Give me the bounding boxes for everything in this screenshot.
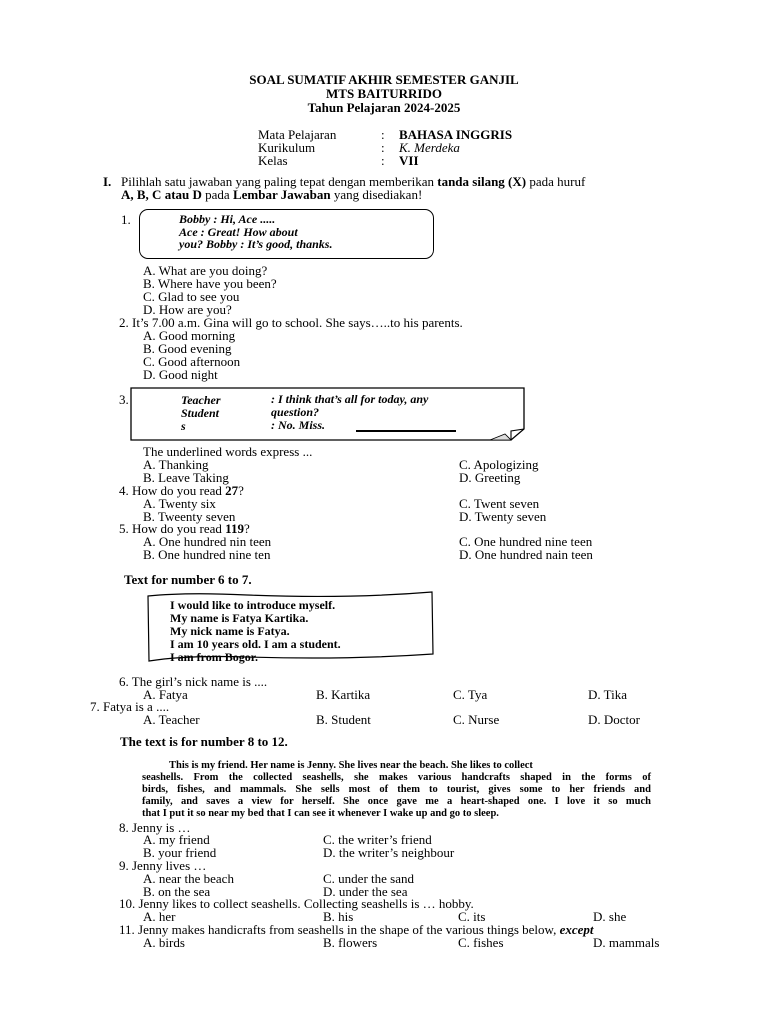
- option: C. Twent seven: [459, 496, 540, 511]
- option: B. flowers: [323, 935, 378, 950]
- option: D. Good night: [143, 367, 218, 382]
- option: B. One hundred nine ten: [143, 547, 271, 562]
- speaker-label: Student: [181, 406, 220, 420]
- option: D. Tika: [588, 687, 628, 702]
- option: C. under the sand: [323, 871, 414, 886]
- question-3-stem: The underlined words express ...: [143, 444, 313, 459]
- option: A. near the beach: [143, 871, 234, 886]
- option: D. Greeting: [459, 470, 521, 485]
- dialogue-line: : No. Miss.: [271, 418, 326, 432]
- question-4-stem: 4. How do you read 27?: [119, 483, 244, 498]
- option: C. Tya: [453, 687, 488, 702]
- reading-paragraph-line: seashells. From the collected seashells, she makes various handcrafts shaped in the forms of: [142, 772, 651, 783]
- dialogue-line: Ace : Great! How about: [179, 225, 298, 239]
- option: C. the writer’s friend: [323, 832, 432, 847]
- question-7-stem: 7. Fatya is a ....: [90, 699, 170, 714]
- section-number: I.: [103, 174, 112, 189]
- option: B. Leave Taking: [143, 470, 229, 485]
- dialogue-line: Bobby : Hi, Ace .....: [179, 212, 276, 226]
- reading-line: I would like to introduce myself.: [170, 598, 336, 612]
- speaker-label: s: [181, 419, 186, 433]
- option: A. What are you doing?: [143, 263, 268, 278]
- speaker-label: Teacher: [181, 393, 221, 407]
- reading-heading: Text for number 6 to 7.: [124, 572, 252, 587]
- reading-heading: The text is for number 8 to 12.: [120, 734, 288, 749]
- option: B. on the sea: [143, 884, 211, 899]
- option: A. birds: [143, 935, 185, 950]
- question-2-stem: 2. It’s 7.00 a.m. Gina will go to school. She says…..to his parents.: [119, 315, 463, 330]
- option: B. his: [323, 909, 354, 924]
- option: A. Thanking: [143, 457, 209, 472]
- exam-title: SOAL SUMATIF AKHIR SEMESTER GANJIL: [249, 72, 519, 87]
- option: C. Good afternoon: [143, 354, 241, 369]
- option: C. Glad to see you: [143, 289, 240, 304]
- option: D. the writer’s neighbour: [323, 845, 455, 860]
- question-6-stem: 6. The girl’s nick name is ....: [119, 674, 268, 689]
- reading-line: I am 10 years old. I am a student.: [170, 637, 341, 651]
- option: B. Kartika: [316, 687, 371, 702]
- instruction-line-1: Pilihlah satu jawaban yang paling tepat dengan memberikan tanda silang (X) pada huruf: [121, 174, 586, 189]
- question-10-stem: 10. Jenny likes to collect seashells. Collecting seashells is … hobby.: [119, 896, 474, 911]
- info-label-subject: Mata Pelajaran: [258, 127, 337, 142]
- option: C. Apologizing: [459, 457, 539, 472]
- reading-line: My name is Fatya Kartika.: [170, 611, 309, 625]
- option: B. Where have you been?: [143, 276, 277, 291]
- school-name: MTS BAITURRIDO: [326, 86, 442, 101]
- option: D. under the sea: [323, 884, 408, 899]
- option: D. mammals: [593, 935, 660, 950]
- question-3-number: 3.: [119, 392, 129, 407]
- option: A. Fatya: [143, 687, 188, 702]
- option: A. Good morning: [143, 328, 236, 343]
- info-label-class: Kelas: [258, 153, 288, 168]
- reading-line: My nick name is Fatya.: [170, 624, 290, 638]
- option: D. Doctor: [588, 712, 640, 727]
- option: A. Teacher: [143, 712, 200, 727]
- option: A. my friend: [143, 832, 210, 847]
- dialogue-line: you? Bobby : It’s good, thanks.: [179, 237, 333, 251]
- dialogue-line: question?: [271, 405, 320, 419]
- reading-paragraph-line: birds, fishes, and mammals. She sells most of them to tourist, gives some to her friends and: [142, 784, 651, 795]
- option: D. One hundred nain teen: [459, 547, 593, 562]
- question-8-stem: 8. Jenny is …: [119, 820, 191, 835]
- info-value-subject: BAHASA INGGRIS: [399, 127, 513, 142]
- option: D. Twenty seven: [459, 509, 547, 524]
- info-colon: :: [381, 127, 385, 142]
- info-colon: :: [381, 153, 385, 168]
- reading-line: I am from Bogor.: [170, 650, 258, 664]
- question-1-number: 1.: [121, 212, 131, 227]
- question-9-stem: 9. Jenny lives …: [119, 858, 207, 873]
- option: B. Student: [316, 712, 371, 727]
- reading-paragraph-line: that I put it so near my bed that I can see it whenever I wake up and go to sleep.: [142, 808, 499, 819]
- option: B. Good evening: [143, 341, 232, 356]
- question-5-stem: 5. How do you read 119?: [119, 521, 250, 536]
- option: D. How are you?: [143, 302, 232, 317]
- info-value-curriculum: K. Merdeka: [399, 140, 460, 155]
- reading-paragraph-line: family, and saves a view for herself. She once gave me a heart-shaped one. I love it so much: [142, 796, 651, 807]
- reading-paragraph-line: This is my friend. Her name is Jenny. She lives near the beach. She likes to collect: [169, 760, 533, 771]
- info-value-class: VII: [399, 153, 419, 168]
- academic-year: Tahun Pelajaran 2024-2025: [307, 100, 461, 115]
- info-colon: :: [381, 140, 385, 155]
- option: A. Twenty six: [143, 496, 216, 511]
- info-label-curriculum: Kurikulum: [258, 140, 316, 155]
- option: B. your friend: [143, 845, 217, 860]
- option: D. she: [593, 909, 627, 924]
- option: C. Nurse: [453, 712, 500, 727]
- option: C. fishes: [458, 935, 504, 950]
- option: C. its: [458, 909, 486, 924]
- option: A. One hundred nin teen: [143, 534, 272, 549]
- dialogue-line: : I think that’s all for today, any: [271, 392, 429, 406]
- option: A. her: [143, 909, 176, 924]
- option: C. One hundred nine teen: [459, 534, 593, 549]
- answer-blank-underline: [356, 430, 456, 432]
- option: B. Tweenty seven: [143, 509, 236, 524]
- instruction-line-2: A, B, C atau D pada Lembar Jawaban yang disediakan!: [121, 187, 423, 202]
- question-11-stem: 11. Jenny makes handicrafts from seashells in the shape of the various things below, except: [119, 922, 594, 937]
